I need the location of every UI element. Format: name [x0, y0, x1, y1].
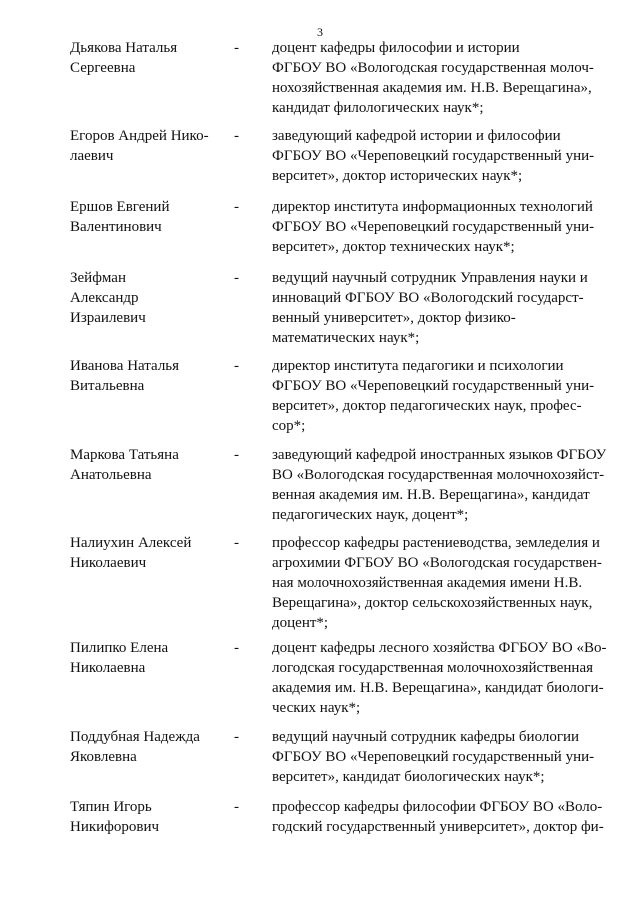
page-number: 3	[317, 25, 323, 39]
dash-separator: -	[234, 535, 239, 551]
description-line: педагогических наук, доцент*;	[272, 507, 469, 523]
member-description	[272, 38, 612, 118]
description-line: верситет», доктор педагогических наук, профес-	[272, 398, 582, 414]
description-line: академия им. Н.В. Верещагина», кандидат биологи-	[272, 680, 604, 696]
member-name-line: Зейфман	[70, 270, 126, 286]
description-line: заведующий кафедрой истории и философии	[272, 128, 561, 144]
member-name	[70, 197, 225, 237]
description-line: профессор кафедры философии ФГБОУ ВО «Воло-	[272, 799, 603, 815]
member-description	[272, 126, 612, 186]
member-name-line: Егоров Андрей Нико-	[70, 128, 209, 144]
description-line: ческих наук*;	[272, 700, 361, 716]
member-description	[272, 638, 612, 718]
description-line: Верещагина», доктор сельскохозяйственных наук,	[272, 595, 593, 611]
member-name-line: Ершов Евгений	[70, 199, 170, 215]
member-name-line: лаевич	[70, 148, 114, 164]
description-line: профессор кафедры растениеводства, земледелия и	[272, 535, 600, 551]
description-line: агрохимии ФГБОУ ВО «Вологодская государствен-	[272, 555, 602, 571]
member-name	[70, 797, 225, 837]
dash-separator: -	[234, 40, 239, 56]
description-line: венный университет», доктор физико-	[272, 310, 516, 326]
dash-separator: -	[234, 199, 239, 215]
dash-separator: -	[234, 640, 239, 656]
member-name-line: Дьякова Наталья	[70, 40, 178, 56]
member-name-line: Поддубная Надежда	[70, 729, 200, 745]
description-line: инноваций ФГБОУ ВО «Вологодский государст-	[272, 290, 584, 306]
member-name-line: Анатольевна	[70, 467, 152, 483]
member-name-line: Тяпин Игорь	[70, 799, 152, 815]
description-line: ная молочнохозяйственная академия имени Н.В.	[272, 575, 583, 591]
member-name	[70, 38, 225, 78]
member-name	[70, 638, 225, 678]
description-line: доцент кафедры лесного хозяйства ФГБОУ ВО «Во-	[272, 640, 607, 656]
member-name-line: Израилевич	[70, 310, 146, 326]
member-name-line: Маркова Татьяна	[70, 447, 179, 463]
description-line: директор института педагогики и психологии	[272, 358, 564, 374]
description-line: ФГБОУ ВО «Череповецкий государственный уни-	[272, 148, 595, 164]
member-name-line: Налиухин Алексей	[70, 535, 192, 551]
member-name-line: Никифорович	[70, 819, 160, 835]
member-name-line: Сергеевна	[70, 60, 136, 76]
description-line: заведующий кафедрой иностранных языков ФГБОУ	[272, 447, 607, 463]
description-line: сор*;	[272, 418, 306, 434]
member-description	[272, 797, 612, 837]
member-description	[272, 268, 612, 348]
description-line: ФГБОУ ВО «Череповецкий государственный уни-	[272, 219, 595, 235]
member-name	[70, 727, 225, 767]
member-description	[272, 445, 612, 525]
member-name-line: Витальевна	[70, 378, 145, 394]
member-name-line: Валентинович	[70, 219, 162, 235]
description-line: верситет», кандидат биологических наук*;	[272, 769, 545, 785]
description-line: доцент*;	[272, 615, 329, 631]
dash-separator: -	[234, 799, 239, 815]
member-description	[272, 197, 612, 257]
description-line: доцент кафедры философии и истории	[272, 40, 520, 56]
member-name	[70, 445, 225, 485]
description-line: ФГБОУ ВО «Череповецкий государственный уни-	[272, 749, 595, 765]
description-line: директор института информационных технологий	[272, 199, 593, 215]
member-description	[272, 356, 612, 436]
dash-separator: -	[234, 128, 239, 144]
description-line: кандидат филологических наук*;	[272, 100, 484, 116]
description-line: годский государственный университет», доктор фи-	[272, 819, 604, 835]
description-line: ВО «Вологодская государственная молочнохозяйст-	[272, 467, 605, 483]
member-name	[70, 268, 225, 328]
dash-separator: -	[234, 270, 239, 286]
description-line: ведущий научный сотрудник кафедры биологии	[272, 729, 580, 745]
description-line: ФГБОУ ВО «Череповецкий государственный уни-	[272, 378, 595, 394]
dash-separator: -	[234, 447, 239, 463]
description-line: математических наук*;	[272, 330, 420, 346]
member-name-line: Александр	[70, 290, 139, 306]
member-name	[70, 356, 225, 396]
dash-separator: -	[234, 729, 239, 745]
member-description	[272, 727, 612, 787]
member-name	[70, 533, 225, 573]
member-name-line: Пилипко Елена	[70, 640, 169, 656]
member-name	[70, 126, 225, 166]
description-line: логодская государственная молочнохозяйственная	[272, 660, 594, 676]
member-description	[272, 533, 612, 633]
dash-separator: -	[234, 358, 239, 374]
description-line: ФГБОУ ВО «Вологодская государственная молоч-	[272, 60, 594, 76]
description-line: нохозяйственная академия им. Н.В. Верещагина»,	[272, 80, 592, 96]
member-name-line: Николаевна	[70, 660, 146, 676]
description-line: ведущий научный сотрудник Управления науки и	[272, 270, 588, 286]
member-name-line: Николаевич	[70, 555, 147, 571]
member-name-line: Яковлевна	[70, 749, 137, 765]
member-name-line: Иванова Наталья	[70, 358, 180, 374]
description-line: венная академия им. Н.В. Верещагина», кандидат	[272, 487, 590, 503]
description-line: верситет», доктор технических наук*;	[272, 239, 515, 255]
description-line: верситет», доктор исторических наук*;	[272, 168, 523, 184]
